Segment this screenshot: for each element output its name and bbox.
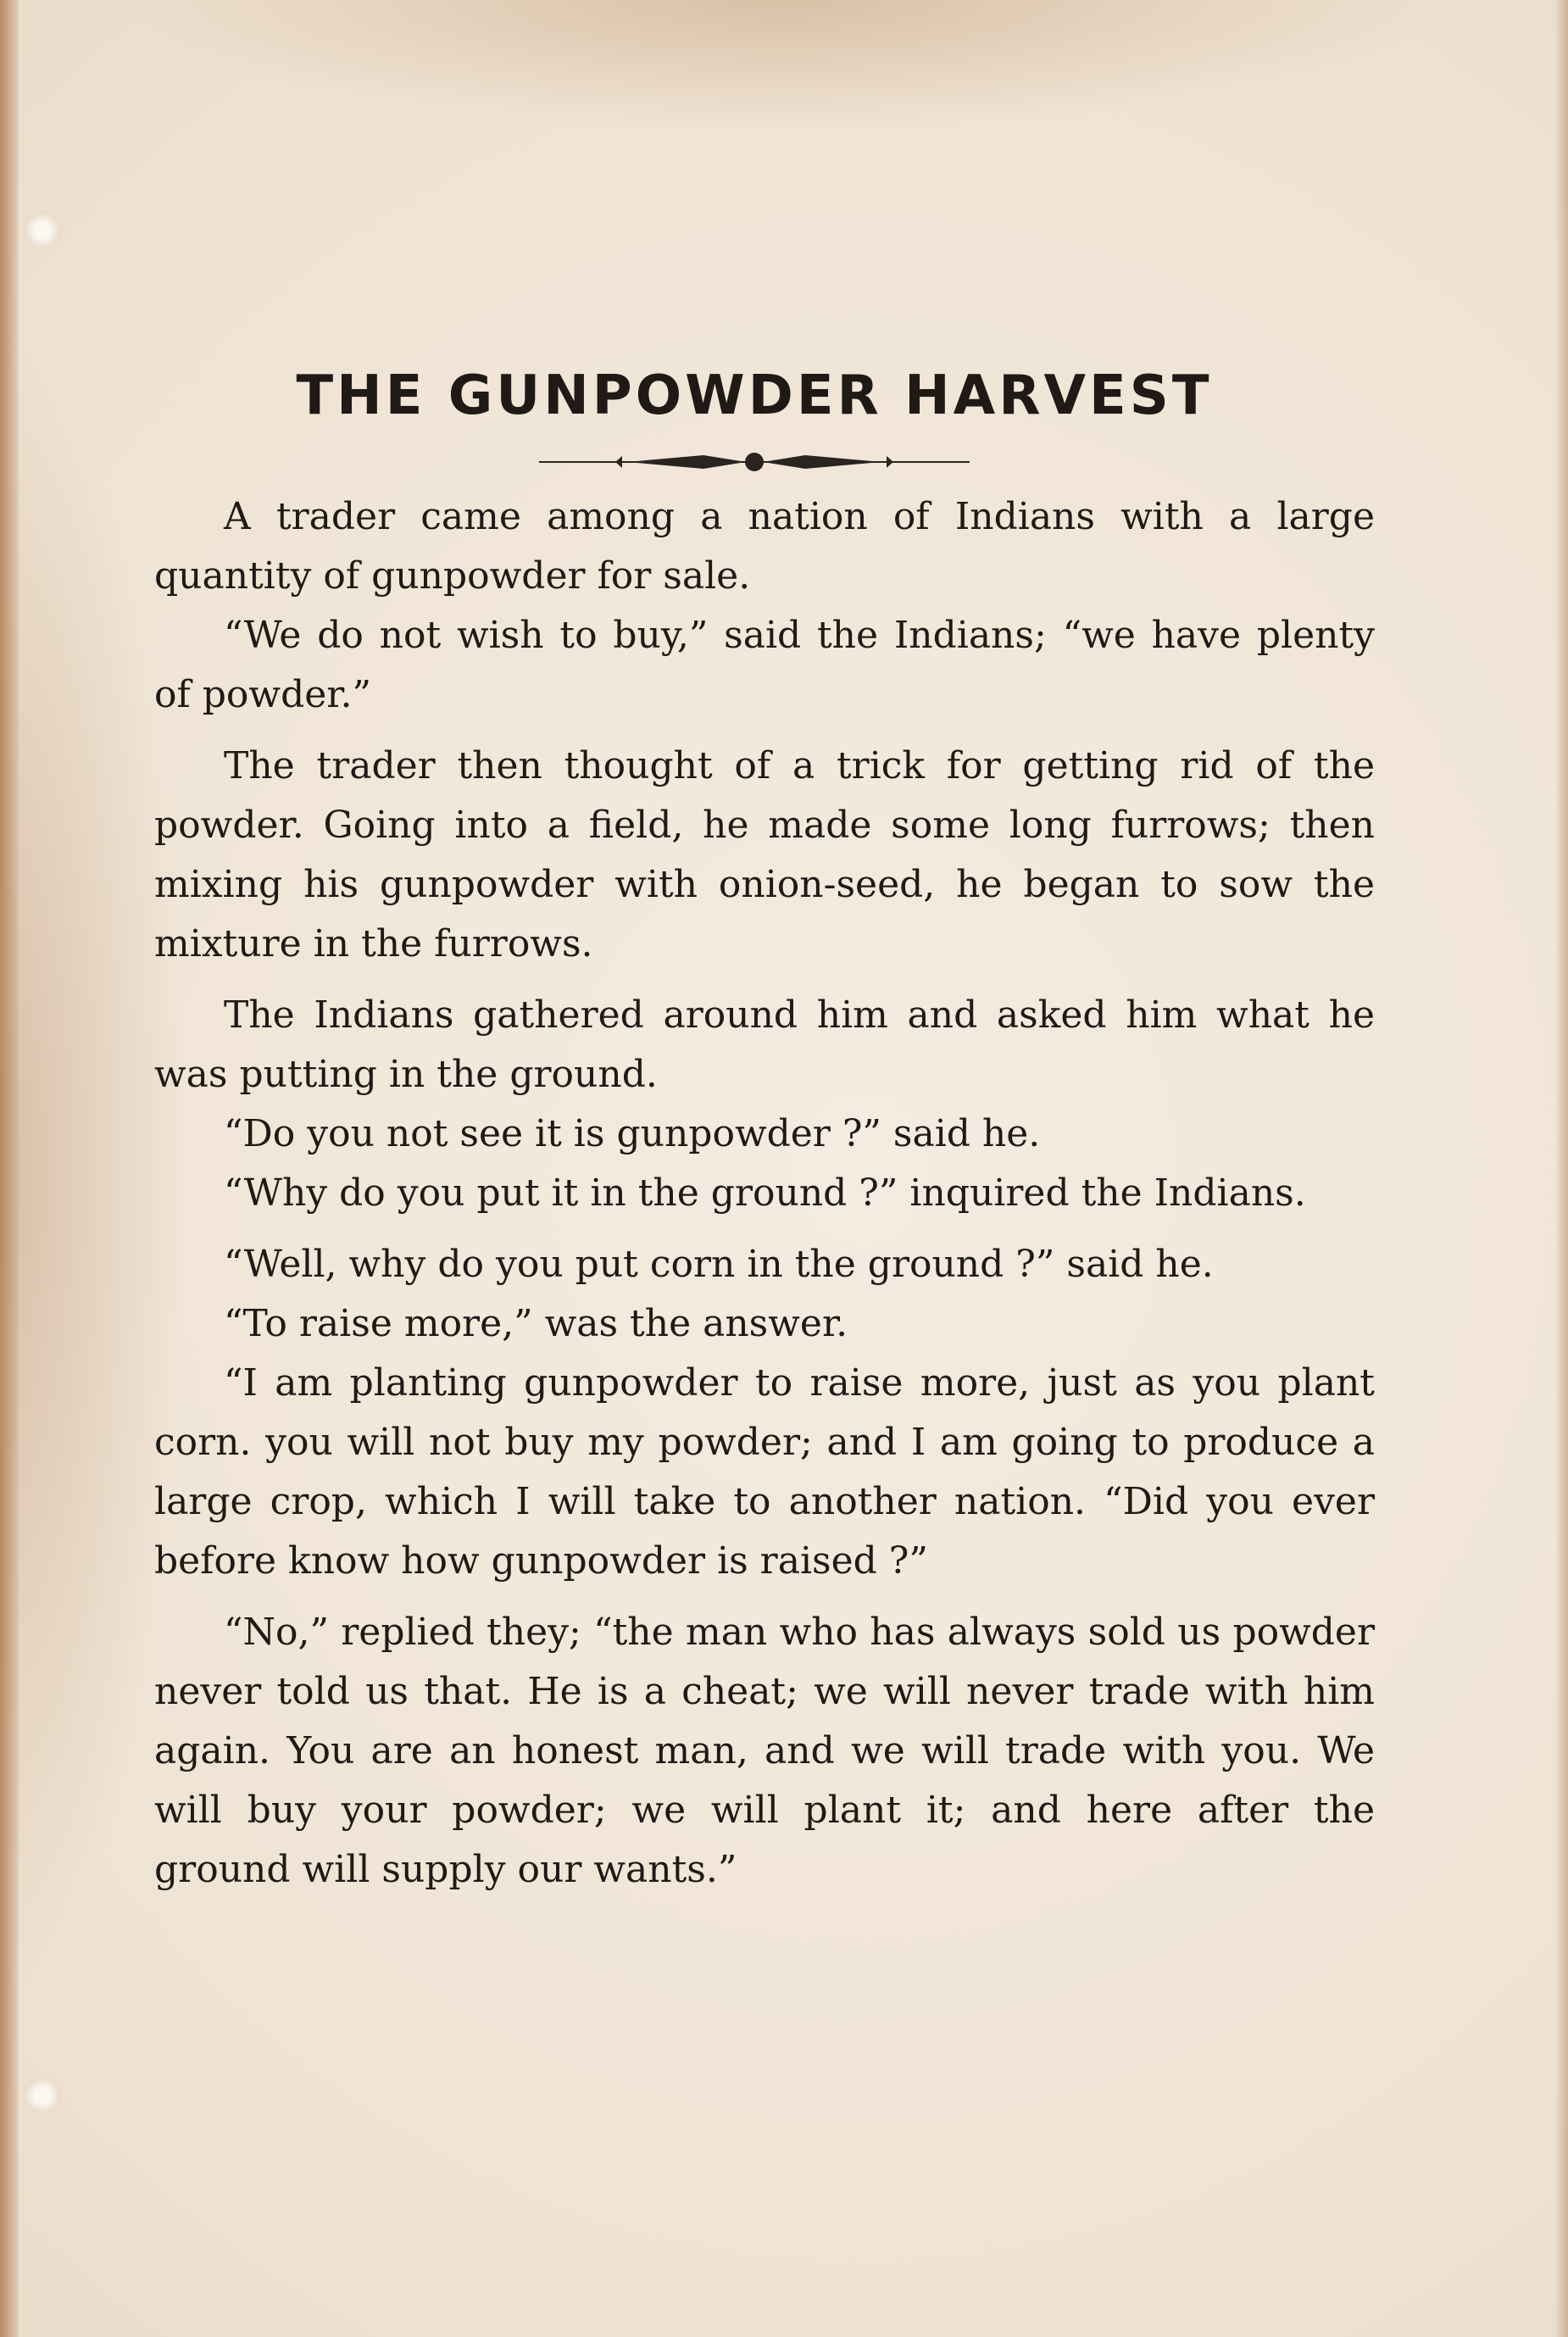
paragraph: “No,” replied they; “the man who has always sold us powder never told us that. He is a cheat; we will never trade with him again. You are an honest man, and we will trade with you. We will buy your powder; we will plant it; and here after the ground will supply our wants.” [154,1611,1375,1891]
paragraph: The trader then thought of a trick for getting rid of the powder. Going into a field, he made some long furrows; then mixing his gunpowder with onion-seed, he began to sow the mixture in the furrows. [154,744,1375,965]
page-edge-left [0,0,19,2337]
page-edge-right [1554,0,1568,2337]
paragraph: A trader came among a nation of Indians with a large quantity of gunpowder for sale. [154,495,1375,598]
title-ornament [534,441,975,483]
story-body [154,487,1375,1900]
paragraph: “Why do you put it in the ground ?” inquired the Indians. [224,1171,1306,1215]
binding-hole-bottom [24,2077,61,2114]
paragraph: “We do not wish to buy,” said the Indians; “we have plenty of powder.” [154,614,1375,716]
paragraph: The Indians gathered around him and asked him what he was putting in the ground. [154,993,1375,1096]
paragraph: “Do you not see it is gunpowder ?” said he. [224,1112,1041,1155]
paragraph: “To raise more,” was the answer. [224,1302,848,1345]
paragraph: “I am planting gunpowder to raise more, just as you plant corn. you will not buy my powder; and I am going to produce a large crop, which I will take to another nation. “Did you ever before know how gunpowder is raised ?” [154,1361,1375,1583]
binding-hole-top [24,212,61,249]
page-title: THE GUNPOWDER HARVEST [296,364,1213,427]
paragraph: “Well, why do you put corn in the ground ?” said he. [224,1243,1214,1286]
